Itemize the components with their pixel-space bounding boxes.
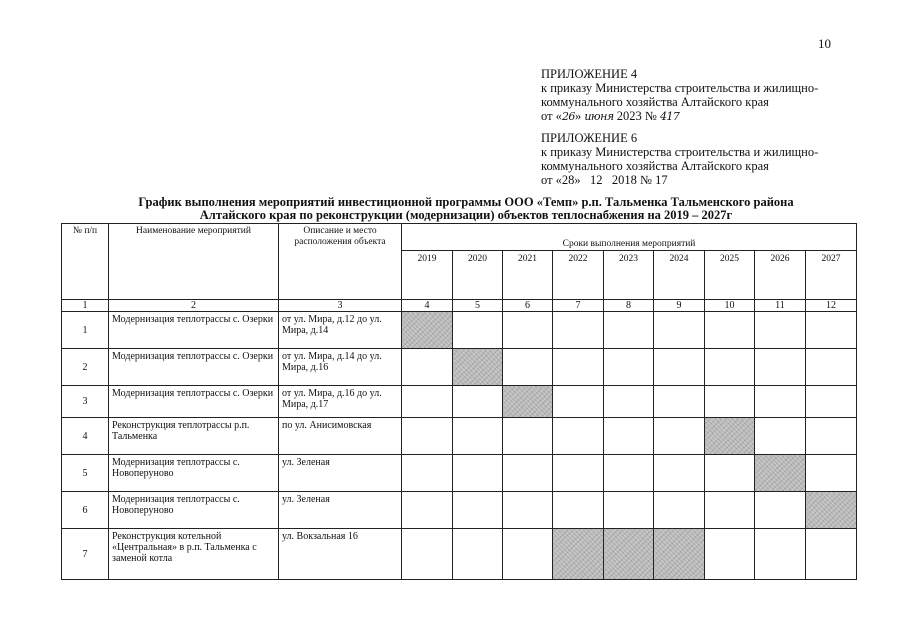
column-number-3: 3 xyxy=(279,300,402,312)
schedule-cell-2023 xyxy=(604,349,654,386)
row-location: ул. Зеленая xyxy=(279,455,402,492)
table-row xyxy=(62,529,857,580)
schedule-cell-2019 xyxy=(402,349,453,386)
appendix-6-date-line: от «28» 12 2018 № 17 xyxy=(541,173,668,187)
row-measure-name: Реконструкция котельной «Центральная» в р.п. Тальменка с заменой котла xyxy=(109,529,279,580)
schedule-cell-2023 xyxy=(604,492,654,529)
table-row xyxy=(62,492,857,529)
year-header-2020: 2020 xyxy=(453,251,503,300)
year-header-2025: 2025 xyxy=(705,251,755,300)
schedule-cell-2027 xyxy=(806,529,857,580)
schedule-cell-2022 xyxy=(553,492,604,529)
schedule-cell-2023 xyxy=(604,312,654,349)
row-measure-name: Модернизация теплотрассы с. Озерки xyxy=(109,386,279,418)
header-schedule: Сроки выполнения мероприятий xyxy=(402,224,857,251)
title-line1: График выполнения мероприятий инвестиционной программы ООО «Темп» р.п. Тальменка Тальменского района xyxy=(138,195,794,209)
schedule-cell-2019 xyxy=(402,529,453,580)
schedule-cell-2027 xyxy=(806,312,857,349)
handwritten-month: июня xyxy=(584,110,614,123)
schedule-cell-2025 xyxy=(705,312,755,349)
appendix-4-line1: к приказу Министерства строительства и жилищно- xyxy=(541,81,819,95)
appendix-4-block xyxy=(541,67,818,124)
row-location: ул. Вокзальная 16 xyxy=(279,529,402,580)
year-header-2024: 2024 xyxy=(654,251,705,300)
schedule-cell-2020 xyxy=(453,492,503,529)
schedule-cell-2024 xyxy=(654,418,705,455)
table-row xyxy=(62,312,857,349)
schedule-cell-2020 xyxy=(453,529,503,580)
year-header-2022: 2022 xyxy=(553,251,604,300)
schedule-cell-2022 xyxy=(553,386,604,418)
schedule-cell-active-2026 xyxy=(755,455,806,492)
schedule-cell-2027 xyxy=(806,455,857,492)
row-number: 3 xyxy=(62,386,109,418)
schedule-cell-2025 xyxy=(705,455,755,492)
schedule-cell-2022 xyxy=(553,455,604,492)
appendix-4-date-line xyxy=(541,109,818,124)
schedule-cell-active-2022 xyxy=(553,529,604,580)
schedule-cell-2019 xyxy=(402,418,453,455)
column-number-5: 5 xyxy=(453,300,503,312)
column-number-1: 1 xyxy=(62,300,109,312)
schedule-cell-2019 xyxy=(402,492,453,529)
schedule-cell-2024 xyxy=(654,386,705,418)
schedule-cell-2026 xyxy=(755,386,806,418)
schedule-table xyxy=(61,223,857,580)
appendix-4-line2: коммунального хозяйства Алтайского края xyxy=(541,95,769,109)
schedule-cell-2020 xyxy=(453,418,503,455)
header-location: Описание и место расположения объекта xyxy=(279,224,402,300)
document-title xyxy=(60,196,872,222)
schedule-cell-2021 xyxy=(503,529,553,580)
row-measure-name: Модернизация теплотрассы с. Новоперуново xyxy=(109,455,279,492)
schedule-cell-2020 xyxy=(453,312,503,349)
row-number: 6 xyxy=(62,492,109,529)
schedule-cell-2025 xyxy=(705,492,755,529)
row-measure-name: Модернизация теплотрассы с. Новоперуново xyxy=(109,492,279,529)
column-number-8: 8 xyxy=(604,300,654,312)
row-number: 1 xyxy=(62,312,109,349)
table-row xyxy=(62,418,857,455)
date-year: 2023 № xyxy=(613,109,660,123)
handwritten-day: 26 xyxy=(561,110,575,123)
schedule-cell-2026 xyxy=(755,418,806,455)
row-number: 2 xyxy=(62,349,109,386)
schedule-cell-2024 xyxy=(654,492,705,529)
row-measure-name: Модернизация теплотрассы с. Озерки xyxy=(109,349,279,386)
schedule-cell-2025 xyxy=(705,349,755,386)
schedule-cell-2024 xyxy=(654,312,705,349)
schedule-cell-2019 xyxy=(402,455,453,492)
schedule-cell-2027 xyxy=(806,418,857,455)
title-line2: Алтайского края по реконструкции (модернизации) объектов теплоснабжения на 2019 – 2027г xyxy=(199,208,733,222)
table-row xyxy=(62,455,857,492)
row-number: 5 xyxy=(62,455,109,492)
schedule-cell-active-2027 xyxy=(806,492,857,529)
row-location: от ул. Мира, д.16 до ул. Мира, д.17 xyxy=(279,386,402,418)
year-header-2019: 2019 xyxy=(402,251,453,300)
schedule-cell-2025 xyxy=(705,386,755,418)
handwritten-number: 417 xyxy=(659,110,680,123)
schedule-cell-active-2021 xyxy=(503,386,553,418)
schedule-cell-2021 xyxy=(503,492,553,529)
schedule-cell-2022 xyxy=(553,349,604,386)
row-location: от ул. Мира, д.14 до ул. Мира, д.16 xyxy=(279,349,402,386)
date-prefix: от « xyxy=(541,109,562,123)
schedule-cell-active-2023 xyxy=(604,529,654,580)
column-number-4: 4 xyxy=(402,300,453,312)
schedule-cell-2023 xyxy=(604,455,654,492)
column-number-7: 7 xyxy=(553,300,604,312)
column-number-10: 10 xyxy=(705,300,755,312)
appendix-4-heading: ПРИЛОЖЕНИЕ 4 xyxy=(541,67,638,81)
schedule-cell-2020 xyxy=(453,386,503,418)
appendix-6-heading: ПРИЛОЖЕНИЕ 6 xyxy=(541,131,638,145)
page-number: 10 xyxy=(818,36,831,51)
schedule-cell-2022 xyxy=(553,418,604,455)
row-number: 4 xyxy=(62,418,109,455)
row-location: от ул. Мира, д.12 до ул. Мира, д.14 xyxy=(279,312,402,349)
schedule-cell-2021 xyxy=(503,418,553,455)
schedule-cell-2027 xyxy=(806,349,857,386)
column-number-9: 9 xyxy=(654,300,705,312)
row-measure-name: Реконструкция теплотрассы р.п. Тальменка xyxy=(109,418,279,455)
schedule-cell-2021 xyxy=(503,455,553,492)
schedule-cell-2021 xyxy=(503,349,553,386)
schedule-cell-2026 xyxy=(755,349,806,386)
row-measure-name: Модернизация теплотрассы с. Озерки xyxy=(109,312,279,349)
column-number-11: 11 xyxy=(755,300,806,312)
row-number: 7 xyxy=(62,529,109,580)
row-location: ул. Зеленая xyxy=(279,492,402,529)
date-mid: » xyxy=(574,109,585,123)
schedule-cell-2021 xyxy=(503,312,553,349)
row-location: по ул. Анисимовская xyxy=(279,418,402,455)
column-number-2: 2 xyxy=(109,300,279,312)
year-header-2021: 2021 xyxy=(503,251,553,300)
year-header-2027: 2027 xyxy=(806,251,857,300)
column-number-6: 6 xyxy=(503,300,553,312)
appendix-6-line2: коммунального хозяйства Алтайского края xyxy=(541,159,769,173)
schedule-cell-2023 xyxy=(604,418,654,455)
table-row xyxy=(62,349,857,386)
schedule-cell-2019 xyxy=(402,386,453,418)
schedule-cell-2020 xyxy=(453,455,503,492)
schedule-cell-active-2024 xyxy=(654,529,705,580)
schedule-cell-2022 xyxy=(553,312,604,349)
header-num: № п/п xyxy=(62,224,109,300)
schedule-cell-active-2020 xyxy=(453,349,503,386)
schedule-cell-2027 xyxy=(806,386,857,418)
schedule-cell-active-2019 xyxy=(402,312,453,349)
appendix-6-line1: к приказу Министерства строительства и жилищно- xyxy=(541,145,819,159)
schedule-cell-2026 xyxy=(755,492,806,529)
column-number-12: 12 xyxy=(806,300,857,312)
year-header-2026: 2026 xyxy=(755,251,806,300)
schedule-cell-2024 xyxy=(654,349,705,386)
schedule-cell-2026 xyxy=(755,312,806,349)
table-row xyxy=(62,386,857,418)
schedule-cell-2025 xyxy=(705,529,755,580)
header-name: Наименование мероприятий xyxy=(109,224,279,300)
schedule-cell-2024 xyxy=(654,455,705,492)
year-header-2023: 2023 xyxy=(604,251,654,300)
schedule-cell-2023 xyxy=(604,386,654,418)
appendix-6-block xyxy=(541,131,818,187)
schedule-cell-active-2025 xyxy=(705,418,755,455)
schedule-cell-2026 xyxy=(755,529,806,580)
